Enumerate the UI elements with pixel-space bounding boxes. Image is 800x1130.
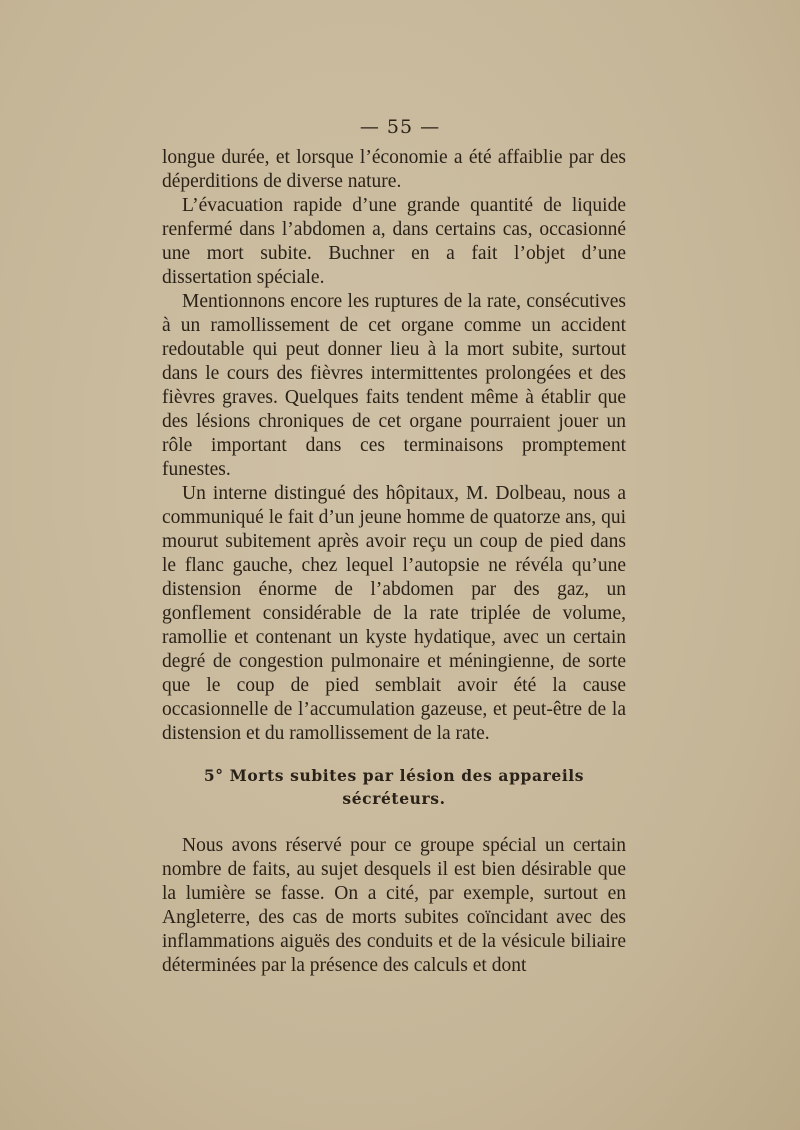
paragraph-secretory: Nous avons réservé pour ce groupe spécial un certain nombre de faits, au sujet desquels il est bien désirable que la lumière se fasse. On a cité, par exemple, surtout en Angleterre, des cas de morts subites coïncidant avec des inflammations aiguës des conduits et de la vésicule biliaire déterminées par la présence des calculs et dont	[162, 835, 626, 976]
body-text-upper	[162, 146, 626, 746]
section-heading: 5° Morts subites par lésion des appareils sécréteurs.	[203, 766, 585, 808]
paragraph-continuation: longue durée, et lorsque l’économie a été affaiblie par des déperditions de diverse nature.	[162, 147, 626, 192]
paragraph-dolbeau-case: Un interne distingué des hôpitaux, M. Dolbeau, nous a communiqué le fait d’un jeune homme de quatorze ans, qui mourut subitement après avoir reçu un coup de pied dans le flanc gauche, chez lequel l’autopsie ne révéla qu’une distension énorme de l’abdomen par des gaz, un gonflement considérable de la rate triplée de volume, ramollie et contenant un kyste hydatique, avec un certain degré de congestion pulmonaire et méningienne, de sorte que le coup de pied semblait avoir été la cause occasionnelle de l’accumulation gazeuse, et peut-être de la distension et du ramollissement de la rate.	[162, 483, 626, 744]
page-number: — 55 —	[359, 116, 441, 138]
paragraph-rate-ruptures: Mentionnons encore les ruptures de la rate, consécutives à un ramollissement de cet organe comme un accident redoutable qui peut donner lieu à la mort subite, surtout dans le cours des fièvres intermittentes prolongées et des fièvres graves. Quelques faits tendent même à établir que des lésions chroniques de cet organe pourraient jouer un rôle important dans ces terminaisons promptement funestes.	[162, 291, 626, 480]
paragraph-evacuation: L’évacuation rapide d’une grande quantité de liquide renfermé dans l’abdomen a, dans certains cas, occasionné une mort subite. Buchner en a fait l’objet d’une dissertation spéciale.	[162, 195, 626, 288]
body-text-lower	[162, 834, 626, 978]
